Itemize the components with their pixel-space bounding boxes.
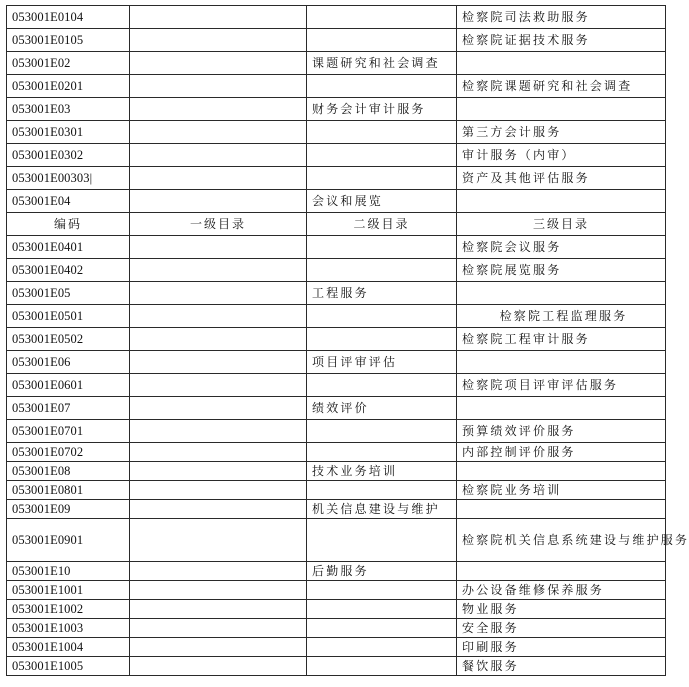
level1-cell: [130, 481, 307, 500]
level3-cell: 检察院工程审计服务: [457, 328, 666, 351]
code-cell: 053001E0104: [7, 6, 130, 29]
table-row: [7, 52, 666, 75]
code-cell: 053001E0701: [7, 420, 130, 443]
table-row: [7, 351, 666, 374]
level1-cell: [130, 190, 307, 213]
code-cell: 053001E0201: [7, 75, 130, 98]
level1-cell: [130, 98, 307, 121]
level1-cell: [130, 236, 307, 259]
level1-cell: [130, 657, 307, 676]
level3-cell: 预算绩效评价服务: [457, 420, 666, 443]
header-level3-cell: 三级目录: [457, 213, 666, 236]
header-level2-cell: 二级目录: [307, 213, 457, 236]
level3-cell: [457, 190, 666, 213]
code-cell: 053001E1004: [7, 638, 130, 657]
level3-cell: [457, 562, 666, 581]
code-cell: 053001E1002: [7, 600, 130, 619]
level2-cell: 会议和展览: [307, 190, 457, 213]
level1-cell: [130, 581, 307, 600]
level2-cell: 财务会计审计服务: [307, 98, 457, 121]
code-cell: 053001E1005: [7, 657, 130, 676]
code-cell: 053001E0402: [7, 259, 130, 282]
level3-cell: [457, 397, 666, 420]
level3-cell: 餐饮服务: [457, 657, 666, 676]
table-row: [7, 144, 666, 167]
level3-cell: 检察院证据技术服务: [457, 29, 666, 52]
code-cell: 053001E08: [7, 462, 130, 481]
table-row: [7, 657, 666, 676]
level2-cell: 绩效评价: [307, 397, 457, 420]
level2-cell: [307, 167, 457, 190]
level3-cell: 检察院会议服务: [457, 236, 666, 259]
level3-cell: [457, 500, 666, 519]
table-row: [7, 259, 666, 282]
code-cell: 053001E06: [7, 351, 130, 374]
code-cell: 053001E00303|: [7, 167, 130, 190]
code-cell: 053001E0901: [7, 519, 130, 562]
code-cell: 053001E03: [7, 98, 130, 121]
level1-cell: [130, 259, 307, 282]
level1-cell: [130, 75, 307, 98]
code-cell: 053001E10: [7, 562, 130, 581]
level2-cell: 后勤服务: [307, 562, 457, 581]
code-cell: 053001E0302: [7, 144, 130, 167]
header-level1-cell: 一级目录: [130, 213, 307, 236]
level2-cell: [307, 657, 457, 676]
level1-cell: [130, 420, 307, 443]
level3-cell: 检察院工程监理服务: [457, 305, 666, 328]
level3-cell: 内部控制评价服务: [457, 443, 666, 462]
level2-cell: [307, 420, 457, 443]
code-cell: 053001E02: [7, 52, 130, 75]
code-cell: 053001E1003: [7, 619, 130, 638]
table-row: [7, 581, 666, 600]
table-row: [7, 519, 666, 562]
table-row: [7, 75, 666, 98]
level2-cell: 工程服务: [307, 282, 457, 305]
level1-cell: [130, 351, 307, 374]
level2-cell: [307, 638, 457, 657]
level1-cell: [130, 397, 307, 420]
level1-cell: [130, 305, 307, 328]
level1-cell: [130, 519, 307, 562]
level1-cell: [130, 144, 307, 167]
level3-cell: [457, 351, 666, 374]
level3-cell: 资产及其他评估服务: [457, 167, 666, 190]
code-cell: 053001E0105: [7, 29, 130, 52]
level1-cell: [130, 562, 307, 581]
table-row: [7, 374, 666, 397]
level2-cell: [307, 581, 457, 600]
level1-cell: [130, 328, 307, 351]
level2-cell: [307, 374, 457, 397]
table-row: [7, 29, 666, 52]
level1-cell: [130, 638, 307, 657]
table-row: [7, 98, 666, 121]
level2-cell: [307, 6, 457, 29]
table-row: [7, 638, 666, 657]
table-row: [7, 443, 666, 462]
level1-cell: [130, 619, 307, 638]
level2-cell: [307, 236, 457, 259]
table-row: [7, 500, 666, 519]
code-cell: 053001E07: [7, 397, 130, 420]
level2-cell: [307, 519, 457, 562]
level1-cell: [130, 500, 307, 519]
level3-cell: 物业服务: [457, 600, 666, 619]
code-cell: 053001E0401: [7, 236, 130, 259]
level2-cell: [307, 259, 457, 282]
level2-cell: 课题研究和社会调查: [307, 52, 457, 75]
table-row: [7, 328, 666, 351]
level1-cell: [130, 282, 307, 305]
level1-cell: [130, 600, 307, 619]
table-row: [7, 121, 666, 144]
level1-cell: [130, 374, 307, 397]
table-row: [7, 420, 666, 443]
level2-cell: [307, 328, 457, 351]
level2-cell: [307, 619, 457, 638]
table-row: [7, 190, 666, 213]
header-code-cell: 编码: [7, 213, 130, 236]
level1-cell: [130, 52, 307, 75]
catalog-table-body: [7, 6, 689, 676]
level2-cell: [307, 29, 457, 52]
code-cell: 053001E0601: [7, 374, 130, 397]
catalog-table: [6, 5, 689, 676]
code-cell: 053001E05: [7, 282, 130, 305]
table-row: [7, 481, 666, 500]
level2-cell: [307, 443, 457, 462]
code-cell: 053001E04: [7, 190, 130, 213]
level3-cell: 检察院课题研究和社会调查: [457, 75, 666, 98]
level1-cell: [130, 29, 307, 52]
level2-cell: [307, 305, 457, 328]
level2-cell: [307, 144, 457, 167]
level3-cell: 安全服务: [457, 619, 666, 638]
table-row: [7, 167, 666, 190]
code-cell: 053001E0702: [7, 443, 130, 462]
code-cell: 053001E0502: [7, 328, 130, 351]
level3-cell: [457, 462, 666, 481]
table-row: [7, 236, 666, 259]
level1-cell: [130, 462, 307, 481]
level3-cell: 检察院项目评审评估服务: [457, 374, 666, 397]
code-cell: 053001E1001: [7, 581, 130, 600]
level2-cell: [307, 481, 457, 500]
level2-cell: 技术业务培训: [307, 462, 457, 481]
table-row: [7, 600, 666, 619]
table-row: [7, 6, 666, 29]
level3-cell: 第三方会计服务: [457, 121, 666, 144]
level1-cell: [130, 167, 307, 190]
level2-cell: [307, 121, 457, 144]
level2-cell: 项目评审评估: [307, 351, 457, 374]
code-cell: 053001E0801: [7, 481, 130, 500]
level3-cell: 检察院业务培训: [457, 481, 666, 500]
level3-cell: 检察院司法救助服务: [457, 6, 666, 29]
table-row: [7, 462, 666, 481]
level1-cell: [130, 443, 307, 462]
level2-cell: [307, 75, 457, 98]
table-row: [7, 305, 666, 328]
level2-cell: [307, 600, 457, 619]
level3-cell: [457, 52, 666, 75]
table-row: [7, 397, 666, 420]
level3-cell: 办公设备维修保养服务: [457, 581, 666, 600]
level3-cell: 检察院展览服务: [457, 259, 666, 282]
table-row: [7, 562, 666, 581]
level2-cell: 机关信息建设与维护: [307, 500, 457, 519]
level1-cell: [130, 6, 307, 29]
level3-cell: 检察院机关信息系统建设与维护服务: [457, 519, 666, 562]
table-header-row: [7, 213, 666, 236]
code-cell: 053001E09: [7, 500, 130, 519]
table-row: [7, 619, 666, 638]
level3-cell: 审计服务（内审）: [457, 144, 666, 167]
table-row: [7, 282, 666, 305]
level3-cell: [457, 282, 666, 305]
level3-cell: [457, 98, 666, 121]
code-cell: 053001E0301: [7, 121, 130, 144]
code-cell: 053001E0501: [7, 305, 130, 328]
level1-cell: [130, 121, 307, 144]
level3-cell: 印刷服务: [457, 638, 666, 657]
